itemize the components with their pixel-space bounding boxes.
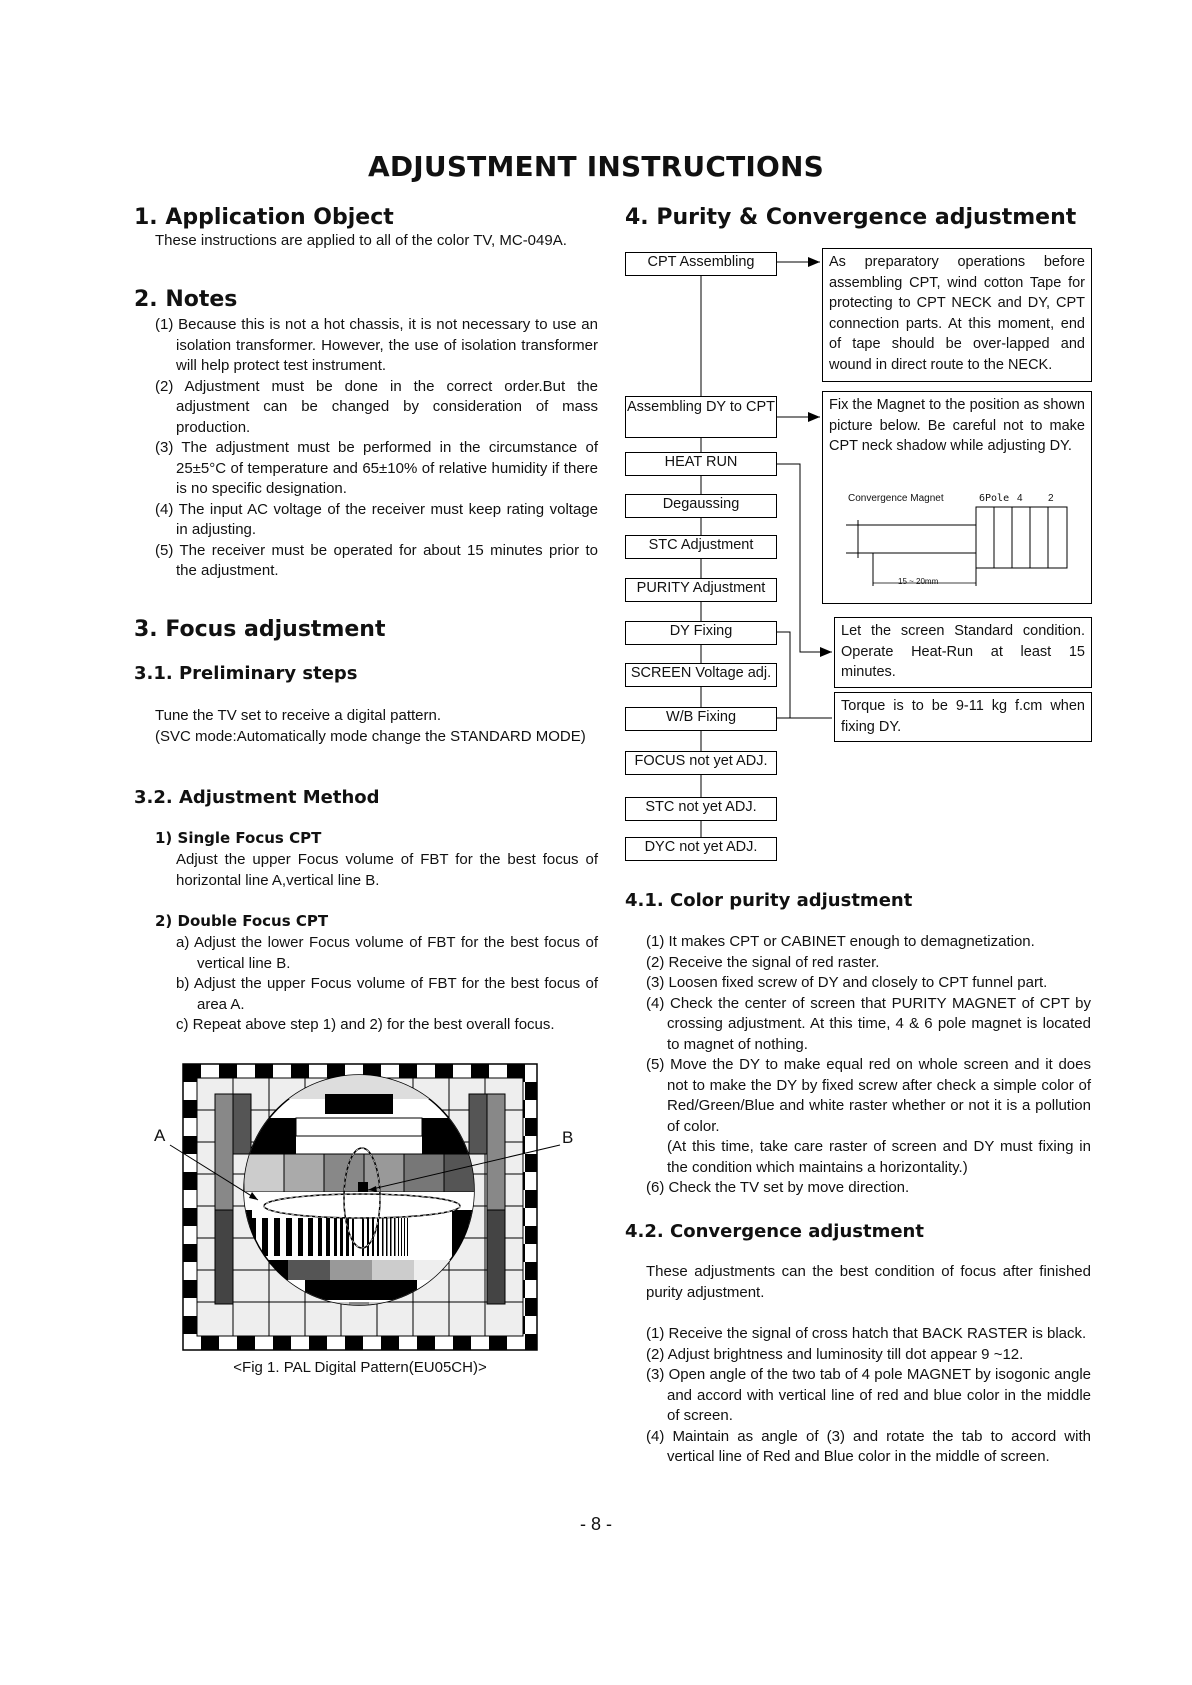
flow-step-wb-fixing: W/B Fixing	[625, 707, 777, 731]
list-item: (4) Check the center of screen that PURITY MAGNET of CPT by crossing adjustment. At this time, 4 & 6 pole magnet is located to magnet of nothing.	[646, 994, 1091, 1053]
double-focus-list	[176, 933, 598, 1036]
note-torque: Torque is to be 9-11 kg f.cm when fixing DY.	[834, 692, 1092, 742]
single-focus-heading: 1) Single Focus CPT	[155, 829, 322, 847]
list-item: (2) Adjust brightness and luminosity till dot appear 9 ~12.	[646, 1345, 1024, 1363]
flow-step-dy-fixing: DY Fixing	[625, 621, 777, 645]
section1-heading: 1. Application Object	[134, 205, 394, 230]
prelim-line-2: (SVC mode:Automatically mode change the STANDARD MODE)	[155, 727, 586, 745]
figure-label-a: A	[154, 1126, 166, 1145]
prelim-line-1: Tune the TV set to receive a digital pattern.	[155, 707, 441, 724]
list-item: (3) Loosen fixed screw of DY and closely to CPT funnel part.	[646, 974, 1048, 991]
figure-caption: <Fig 1. PAL Digital Pattern(EU05CH)>	[233, 1359, 487, 1376]
section2-heading: 2. Notes	[134, 287, 238, 312]
flow-step-purity-adjustment: PURITY Adjustment	[625, 578, 777, 602]
list-item: a) Adjust the lower Focus volume of FBT for the best focus of vertical line B.	[176, 934, 598, 972]
flow-step-stc-adjustment: STC Adjustment	[625, 535, 777, 559]
flow-step-degaussing: Degaussing	[625, 494, 777, 518]
dimension-label: 15 ~ 20mm	[898, 577, 939, 586]
notes-list	[155, 315, 598, 582]
list-item: (2) Receive the signal of red raster.	[646, 953, 880, 971]
flow-step-dyc: DYC not yet ADJ.	[625, 837, 777, 861]
flow-step-screen-voltage: SCREEN Voltage adj.	[625, 663, 777, 687]
list-item: (6) Check the TV set by move direction.	[646, 1179, 910, 1196]
list-item: (5) Move the DY to make equal red on whole screen and it does not to make the DY by fixed screw after check a simple color of Red/Green/Blue and white raster whether or not it is a pollution of color.	[646, 1056, 1091, 1135]
list-item: c) Repeat above step 1) and 2) for the best overall focus.	[176, 1016, 555, 1033]
list-item: (4) Maintain as angle of (3) and rotate the tab to accord with vertical line of Red and Blue color in the middle of screen.	[646, 1427, 1091, 1465]
section3-2-heading: 3.2. Adjustment Method	[134, 787, 380, 808]
flow-step-stc: STC not yet ADJ.	[625, 797, 777, 821]
list-item: (5) The receiver must be operated for about 15 minutes prior to the adjustment.	[155, 541, 598, 579]
double-focus-heading: 2) Double Focus CPT	[155, 912, 329, 930]
pole-4-label: 4	[1017, 493, 1023, 504]
list-item: (1) It makes CPT or CABINET enough to demagnetization.	[646, 933, 1035, 950]
list-item: b) Adjust the upper Focus volume of FBT for the best focus of area A.	[176, 975, 598, 1013]
list-item: (3) The adjustment must be performed in the circumstance of 25±5°C of temperature and 65±10% of relative humidity if there is no specific designation.	[155, 439, 598, 497]
page-title: ADJUSTMENT INSTRUCTIONS	[367, 150, 825, 183]
list-item: (4) The input AC voltage of the receiver must keep rating voltage in adjusting.	[155, 500, 598, 538]
flow-step-assembling-dy: Assembling DY to CPT	[625, 396, 777, 438]
prelim-text	[155, 706, 598, 747]
section4-1-heading: 4.1. Color purity adjustment	[625, 890, 913, 911]
purity-list	[646, 932, 1091, 1199]
section1-text: These instructions are applied to all of the color TV, MC-049A.	[155, 232, 567, 249]
flow-step-heat-run: HEAT RUN	[625, 452, 777, 476]
magnet-label: Convergence Magnet	[848, 493, 944, 504]
figure-label-b: B	[562, 1128, 574, 1147]
list-item: (2) Adjustment must be done in the correct order.But the adjustment can be changed by consideration of mass production.	[155, 377, 598, 436]
note-cpt-assembling: As preparatory operations before assembling CPT, wind cotton Tape for protecting to CPT NECK and DY, CPT connection parts. At this moment, end of tape should be over-lapped and wound in direct route to the NECK.	[822, 248, 1092, 382]
list-item: (1) Receive the signal of cross hatch that BACK RASTER is black.	[646, 1325, 1087, 1342]
single-focus-text: Adjust the upper Focus volume of FBT for the best focus of horizontal line A,vertical line B.	[176, 851, 598, 889]
section3-heading: 3. Focus adjustment	[134, 617, 386, 642]
pole-label: 6Pole	[979, 493, 1010, 504]
pole-2-label: 2	[1048, 493, 1054, 504]
page-number: - 8 -	[579, 1514, 612, 1534]
section4-2-heading: 4.2. Convergence adjustment	[625, 1221, 924, 1242]
flow-step-cpt-assembling: CPT Assembling	[625, 252, 777, 276]
convergence-list	[646, 1324, 1091, 1468]
section4-heading: 4. Purity & Convergence adjustment	[625, 205, 1077, 230]
note-magnet-text: Fix the Magnet to the position as shown picture below. Be careful not to make CPT neck shadow while adjusting DY.	[829, 397, 1085, 454]
flow-step-focus: FOCUS not yet ADJ.	[625, 751, 777, 775]
list-item: (1) Because this is not a hot chassis, it is not necessary to use an isolation transformer. However, the use of isolation transformer will help protect test instrument.	[155, 316, 598, 374]
convergence-intro: These adjustments can the best condition of focus after finished purity adjustment.	[646, 1263, 1091, 1301]
list-item: (At this time, take care raster of screen and DY must fixing in the condition which maintains a horizontality.)	[667, 1138, 1091, 1176]
note-heat-run: Let the screen Standard condition. Operate Heat-Run at least 15 minutes.	[834, 617, 1092, 688]
list-item: (3) Open angle of the two tab of 4 pole MAGNET by isogonic angle and accord with vertical line of red and blue color in the middle of screen.	[646, 1366, 1091, 1424]
section3-1-heading: 3.1. Preliminary steps	[134, 663, 358, 684]
